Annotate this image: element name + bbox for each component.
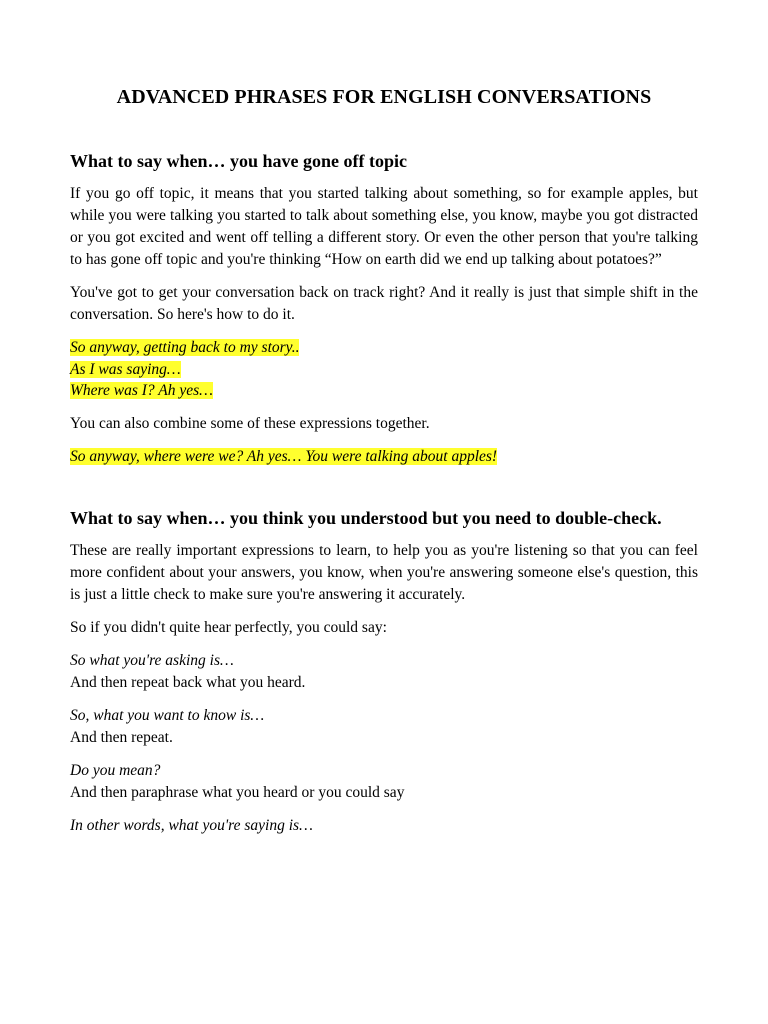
highlighted-phrase: So anyway, getting back to my story.. bbox=[70, 339, 300, 356]
highlighted-phrase: So anyway, where were we? Ah yes… You were talking about apples! bbox=[70, 447, 498, 465]
section-off-topic bbox=[70, 149, 698, 467]
example-phrase: In other words, what you're saying is… bbox=[70, 817, 313, 834]
phrase-list bbox=[70, 337, 698, 402]
phrase-item bbox=[70, 337, 698, 359]
section-spacer bbox=[70, 478, 698, 506]
highlighted-phrase: Where was I? Ah yes… bbox=[70, 382, 213, 399]
section-double-check bbox=[70, 506, 698, 837]
paragraph: You can also combine some of these expressions together. bbox=[70, 414, 430, 432]
paragraph: You've got to get your conversation back on track right? And it really is just that simple shift in the conversation. So here's how to do it. bbox=[70, 284, 698, 323]
example-phrase: So what you're asking is… bbox=[70, 652, 234, 669]
section-heading: What to say when… you have gone off topic bbox=[70, 151, 408, 171]
example-follow-text: And then repeat. bbox=[70, 729, 173, 746]
paragraph: These are really important expressions to learn, to help you as you're listening so that you can feel more confident about your answers, you know, when you're answering someone else's question, this is just a little check to make sure you're answering it accurately. bbox=[70, 542, 698, 603]
example-phrase: So, what you want to know is… bbox=[70, 707, 265, 724]
document-title: ADVANCED PHRASES FOR ENGLISH CONVERSATIONS bbox=[116, 86, 652, 108]
example-item bbox=[70, 705, 698, 749]
phrase-item bbox=[70, 359, 698, 381]
phrase-item bbox=[70, 380, 698, 402]
section-heading: What to say when… you think you understood but you need to double-check. bbox=[70, 508, 662, 528]
paragraph: So if you didn't quite hear perfectly, you could say: bbox=[70, 619, 387, 636]
paragraph: If you go off topic, it means that you started talking about something, so for example apples, but while you were talking you started to talk about something else, you know, maybe you got distracted or you got excited and went off telling a different story. Or even the other person that you're talking to has gone off topic and you're thinking “How on earth did we end up talking about potatoes?” bbox=[70, 185, 698, 268]
example-follow-text: And then repeat back what you heard. bbox=[70, 674, 306, 691]
example-item bbox=[70, 760, 698, 804]
example-item bbox=[70, 815, 698, 837]
combined-phrase-line bbox=[70, 446, 698, 468]
highlighted-phrase: As I was saying… bbox=[70, 360, 181, 378]
example-follow-text: And then paraphrase what you heard or you could say bbox=[70, 784, 405, 801]
example-item bbox=[70, 650, 698, 694]
example-phrase: Do you mean? bbox=[70, 762, 161, 779]
